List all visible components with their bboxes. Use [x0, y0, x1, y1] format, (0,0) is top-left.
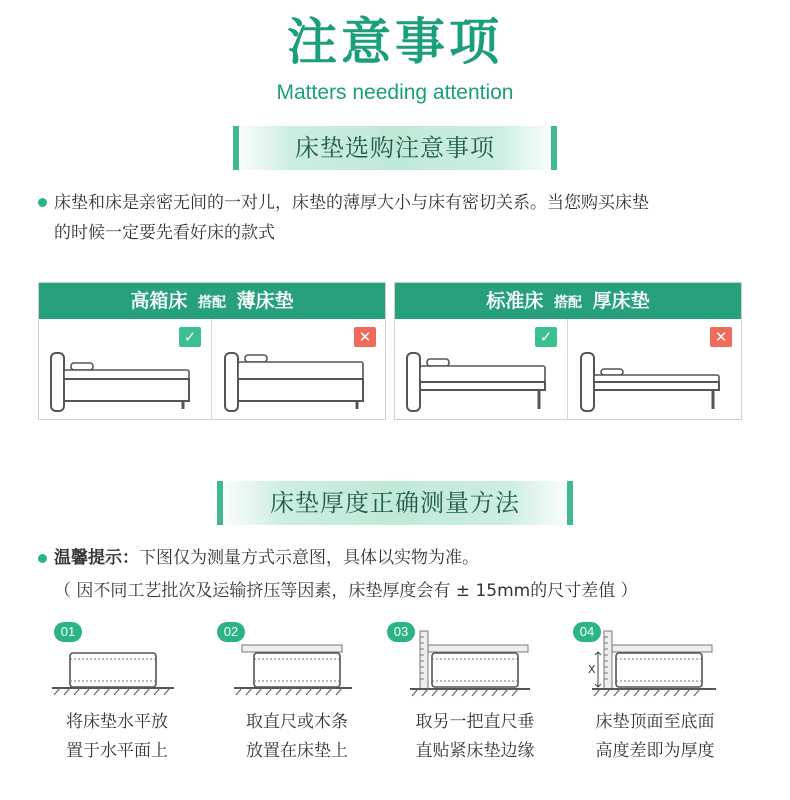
panel-standard-bed [394, 282, 742, 420]
banner-edge-left [217, 481, 223, 525]
paragraph-line-2: 的时候一定要先看好床的款式 [54, 223, 275, 243]
step-caption-line: 直贴紧床垫边缘 [415, 741, 535, 761]
banner-label: 床垫选购注意事项 [295, 134, 495, 162]
page-subtitle: Matters needing attention [276, 81, 514, 104]
panel-pair-word: 搭配 [198, 295, 226, 311]
step-number-badge: 01 [54, 622, 82, 642]
cross-icon: ✕ [710, 327, 732, 347]
banner-edge-right [551, 126, 557, 170]
banner-edge-right [567, 481, 573, 525]
bullet-dot-icon [38, 198, 47, 207]
tip-label: 温馨提示： [54, 548, 139, 568]
thickness-x-label: X [588, 663, 596, 676]
banner-edge-left [233, 126, 239, 170]
page-title: 注意事项 [287, 13, 503, 71]
panel-bed-type: 标准床 [486, 290, 544, 312]
standard-bed-thick-mattress-illustration [405, 349, 555, 413]
section-banner-purchase [233, 126, 557, 170]
panel-mattress-type: 薄床垫 [236, 290, 294, 312]
thickness-measure-illustration [578, 625, 718, 705]
check-icon: ✓ [179, 327, 201, 347]
correct-example [39, 319, 212, 419]
high-box-bed-thick-mattress-illustration [223, 349, 373, 413]
vertical-ruler-illustration [392, 625, 532, 705]
step-caption-line: 置于水平面上 [66, 741, 168, 761]
wrong-example [569, 319, 742, 419]
step-caption-line: 取直尺或木条 [246, 712, 348, 732]
panel-pair-word: 搭配 [554, 295, 582, 311]
step-caption [580, 708, 730, 766]
step-number-badge: 04 [573, 622, 601, 642]
step-caption-line: 床垫顶面至底面 [595, 712, 715, 732]
step-caption [42, 708, 192, 766]
purchase-paragraph [54, 188, 774, 248]
panel-header [39, 283, 385, 319]
step-caption-line: 取另一把直尺垂 [415, 712, 535, 732]
high-box-bed-thin-mattress-illustration [49, 349, 199, 413]
cross-icon: ✕ [354, 327, 376, 347]
panel-bed-type: 高箱床 [130, 290, 188, 312]
standard-bed-thin-mattress-illustration [579, 349, 729, 413]
step-caption-line: 高度差即为厚度 [595, 741, 715, 761]
panel-high-box-bed [38, 282, 386, 420]
tip-text: 下图仅为测量方式示意图，具体以实物为准。 [139, 548, 479, 568]
correct-example [395, 319, 568, 419]
bullet-dot-icon [38, 554, 47, 563]
paragraph-line-1: 床垫和床是亲密无间的一对儿，床垫的薄厚大小与床有密切关系。当您购买床垫 [54, 193, 649, 213]
step-caption-line: 放置在床垫上 [246, 741, 348, 761]
mattress-on-floor-illustration [48, 625, 178, 705]
tolerance-note: （ 因不同工艺批次及运输挤压等因素，床垫厚度会有 ± 15mm的尺寸差值 ） [54, 581, 638, 601]
wrong-example [213, 319, 386, 419]
section-banner-measure [217, 481, 573, 525]
tip-line [54, 543, 774, 573]
check-icon: ✓ [535, 327, 557, 347]
step-caption [400, 708, 550, 766]
panel-header [395, 283, 741, 319]
step-number-badge: 03 [387, 622, 415, 642]
step-caption [222, 708, 372, 766]
panel-mattress-type: 厚床垫 [592, 290, 650, 312]
step-number-badge: 02 [217, 622, 245, 642]
ruler-on-mattress-illustration [216, 625, 356, 705]
step-caption-line: 将床垫水平放 [66, 712, 168, 732]
banner-label: 床垫厚度正确测量方法 [270, 489, 520, 517]
